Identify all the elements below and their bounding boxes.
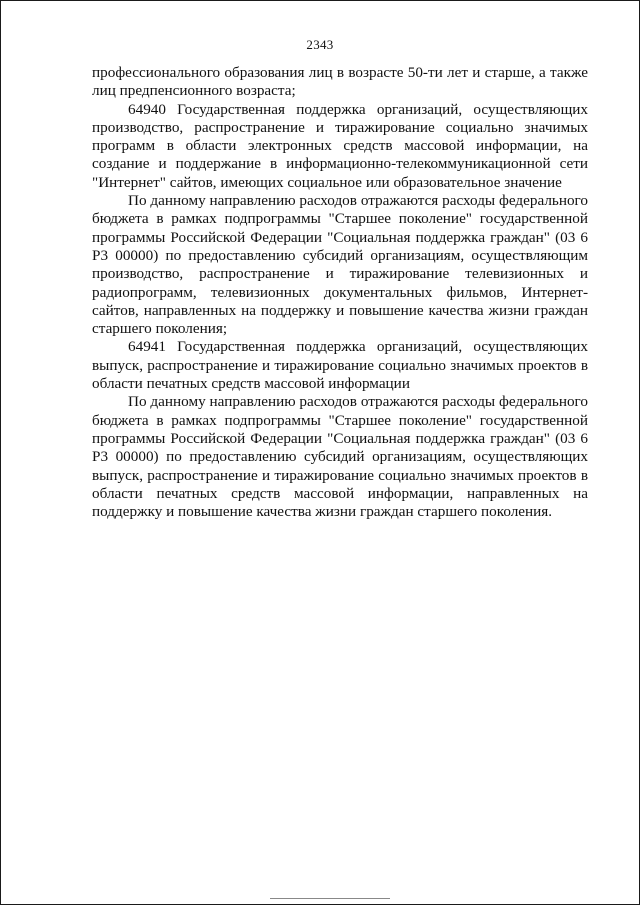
paragraph-64941-heading: 64941 Государственная поддержка организаций, осуществляющих выпуск, распространение и тиражирование социально значимых проектов в области печатных средств массовой информации bbox=[92, 338, 588, 393]
paragraph-64941-description: По данному направлению расходов отражаются расходы федерального бюджета в рамках подпрограммы "Старшее поколение" государственной программы Российской Федерации "Социальная поддержка граждан" (03 6 P3 00000) по предоставлению субсидий организациям, осуществляющих выпуск, распространение и тиражирование социально значимых проектов в области печатных средств массовой информации, направленных на поддержку и повышение качества жизни граждан старшего поколения. bbox=[92, 393, 588, 521]
paragraph-64940-heading: 64940 Государственная поддержка организаций, осуществляющих производство, распространение и тиражирование социально значимых программ в области электронных средств массовой информации, на создание и поддержание в информационно-телекоммуникационной сети "Интернет" сайтов, имеющих социальное или образовательное значение bbox=[92, 100, 588, 191]
paragraph-continuation: профессионального образования лиц в возрасте 50-ти лет и старше, а также лиц предпенсионного возраста; bbox=[92, 64, 588, 100]
page-number: 2343 bbox=[306, 37, 334, 52]
paragraph-64940-description: По данному направлению расходов отражаются расходы федерального бюджета в рамках подпрограммы "Старшее поколение" государственной программы Российской Федерации "Социальная поддержка граждан" (03 6 P3 00000) по предоставлению субсидий организациям, осуществляющим производство, распространение и тиражирование телевизионных и радиопрограмм, телевизионных документальных фильмов, Интернет-сайтов, направленных на поддержку и повышение качества жизни граждан старшего поколения; bbox=[92, 192, 588, 338]
scan-edge-mark bbox=[270, 898, 390, 899]
document-body bbox=[92, 64, 588, 521]
